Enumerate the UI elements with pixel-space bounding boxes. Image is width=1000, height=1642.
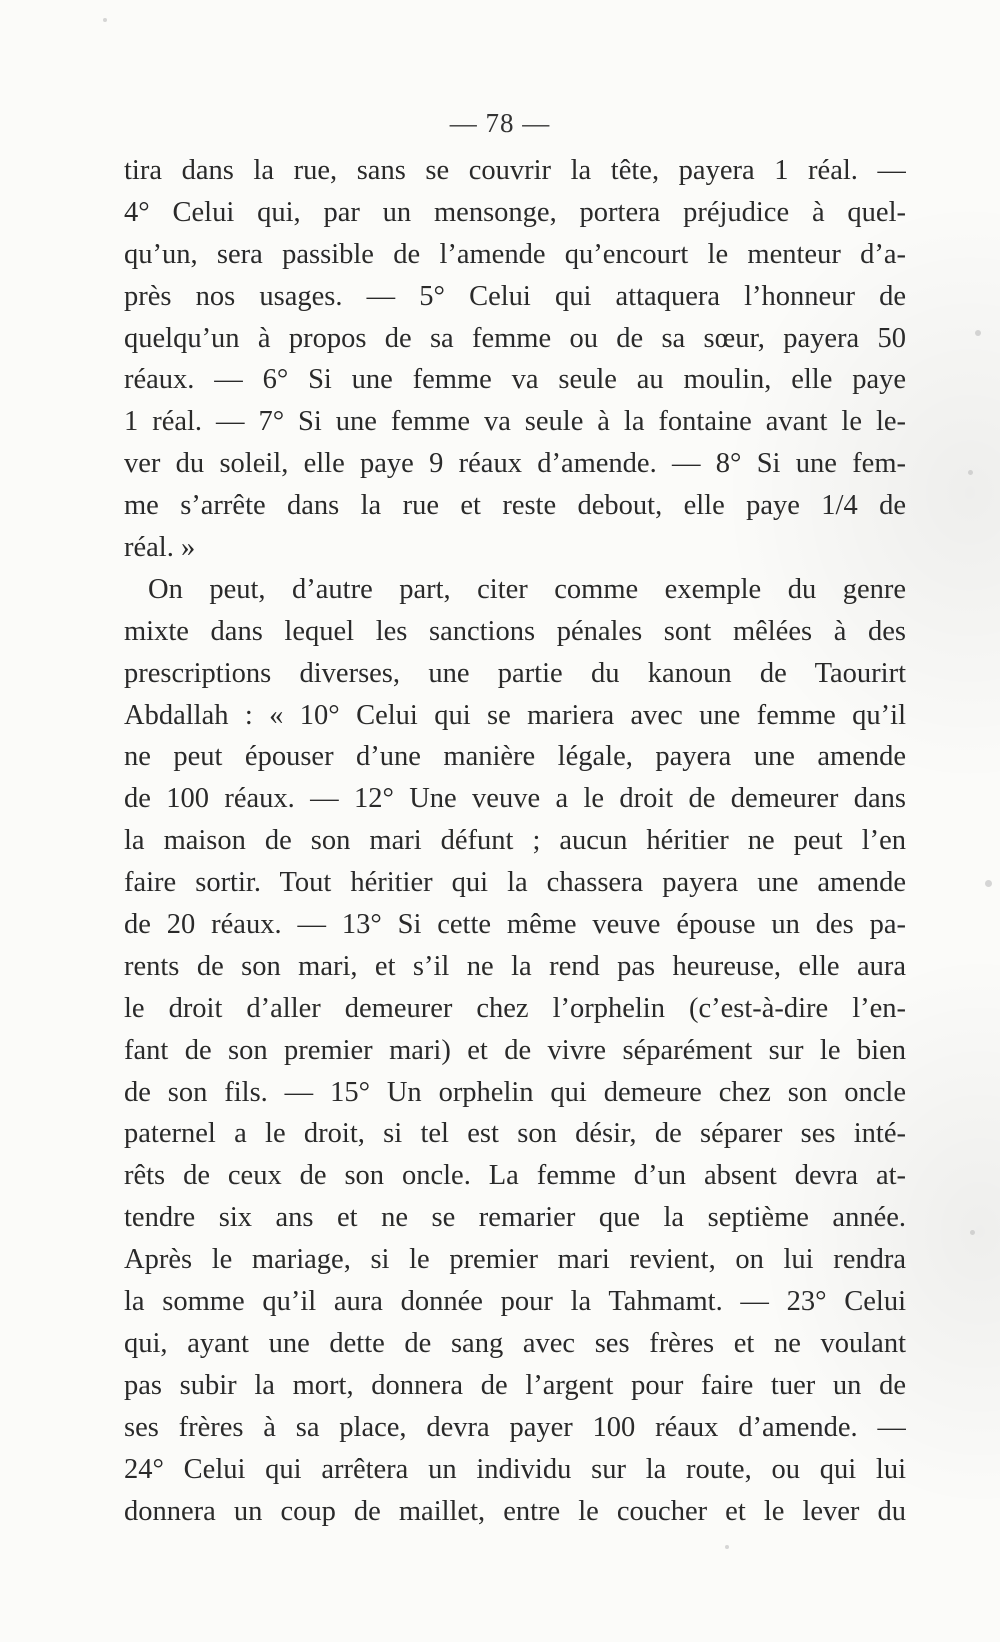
scan-speck — [985, 880, 992, 887]
text-line: rents de son mari, et s’il ne la rend pas heureuse, elle aura — [124, 950, 906, 982]
text-line: de 20 réaux. — 13° Si cette même veuve épouse un des pa- — [124, 909, 906, 941]
text-line: la somme qu’il aura donnée pour la Tahmamt. — 23° Celui — [124, 1286, 906, 1318]
text-line: ses frères à sa place, devra payer 100 réaux d’amende. — — [124, 1411, 906, 1443]
text-line: réaux. — 6° Si une femme va seule au moulin, elle paye — [124, 364, 906, 396]
text-line: donnera un coup de maillet, entre le coucher et le lever du — [124, 1495, 906, 1527]
text-line: faire sortir. Tout héritier qui la chassera payera une amende — [124, 867, 906, 899]
text-line: 24° Celui qui arrêtera un individu sur la route, ou qui lui — [124, 1453, 906, 1485]
scan-speck — [968, 470, 973, 475]
paragraph-end-line: réal. » — [124, 532, 196, 564]
text-line: prescriptions diverses, une partie du kanoun de Taourirt — [124, 657, 906, 689]
text-line: 4° Celui qui, par un mensonge, portera préjudice à quel- — [124, 196, 906, 228]
text-line: le droit d’aller demeurer chez l’orphelin (c’est-à-dire l’en- — [124, 992, 906, 1024]
text-line: près nos usages. — 5° Celui qui attaquera l’honneur de — [124, 280, 906, 312]
text-line: qui, ayant une dette de sang avec ses frères et ne voulant — [124, 1327, 906, 1359]
text-line: me s’arrête dans la rue et reste debout, elle paye 1/4 de — [124, 490, 906, 522]
scan-speck — [975, 330, 981, 336]
text-line: pas subir la mort, donnera de l’argent pour faire tuer un de — [124, 1369, 906, 1401]
page-number: — 78 — — [449, 108, 551, 138]
paragraph-start-line: On peut, d’autre part, citer comme exemple du genre — [148, 573, 906, 605]
text-line: quelqu’un à propos de sa femme ou de sa sœur, payera 50 — [124, 322, 906, 354]
text-line: mixte dans lequel les sanctions pénales sont mêlées à des — [124, 615, 906, 647]
text-line: de 100 réaux. — 12° Une veuve a le droit de demeurer dans — [124, 783, 906, 815]
text-line: qu’un, sera passible de l’amende qu’encourt le menteur d’a- — [124, 238, 906, 270]
scan-speck — [970, 1230, 975, 1235]
text-line: tira dans la rue, sans se couvrir la tête, payera 1 réal. — — [124, 155, 906, 186]
text-line: la maison de son mari défunt ; aucun héritier ne peut l’en — [124, 825, 906, 857]
text-line: rêts de ceux de son oncle. La femme d’un absent devra at- — [124, 1160, 906, 1192]
text-line: de son fils. — 15° Un orphelin qui demeure chez son oncle — [124, 1076, 906, 1108]
scan-speck — [103, 18, 107, 22]
body-text — [124, 150, 906, 1532]
scan-speck — [725, 1545, 729, 1549]
text-line: fant de son premier mari) et de vivre séparément sur le bien — [124, 1034, 906, 1066]
text-line: 1 réal. — 7° Si une femme va seule à la fontaine avant le le- — [124, 406, 906, 438]
text-line: tendre six ans et ne se remarier que la septième année. — [124, 1202, 906, 1234]
text-line: Abdallah : « 10° Celui qui se mariera avec une femme qu’il — [124, 699, 906, 731]
text-line: ver du soleil, elle paye 9 réaux d’amende. — 8° Si une fem- — [124, 448, 906, 480]
text-line: Après le mariage, si le premier mari revient, on lui rendra — [124, 1244, 906, 1276]
text-line: paternel a le droit, si tel est son désir, de séparer ses inté- — [124, 1118, 906, 1150]
text-line: ne peut épouser d’une manière légale, payera une amende — [124, 741, 906, 773]
